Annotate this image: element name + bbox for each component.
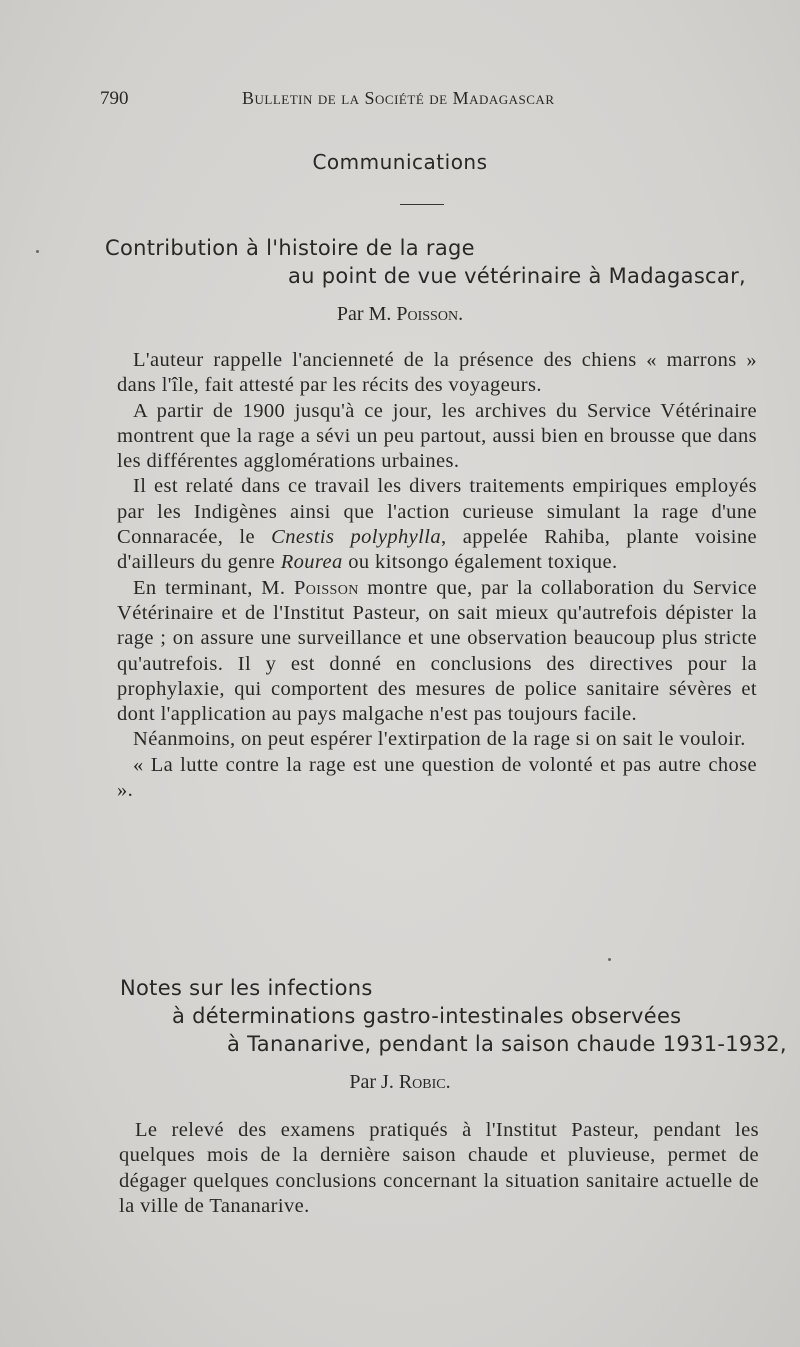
genus-name: Rourea [280, 551, 343, 574]
text-span: En terminant, M. [133, 576, 286, 599]
text-span: montre que, par la collaboration du Service Vétérinaire et de l'Institut Pasteur, on sait mieux qu'autrefois dépister la rage ; on assure une surveillance et une observation beaucoup plus stricte qu'autrefois. Il y est donné en conclusions des directives pour la prophylaxie, qui comportent des mesures de police sanitaire sévères et dont l'application au pays malgache n'est pas toujours facile. [117, 576, 757, 726]
article2-author-name: Robic. [398, 1071, 451, 1093]
article1-paragraph: L'auteur rappelle l'ancienneté de la présence des chiens « marrons » dans l'île, fait attesté par les récits des voyageurs. [117, 349, 757, 397]
article1-author-prefix: Par M. [336, 303, 392, 325]
article2-paragraph: Le relevé des examens pratiqués à l'Institut Pasteur, pendant les quelques mois de la dernière saison chaude et pluvieuse, permet de dégager quelques conclusions concernant la situation sanitaire actuelle de la ville de Tananarive. [119, 1119, 759, 1217]
running-title: Bulletin de la Société de Madagascar [242, 88, 555, 108]
article1-title-line2: au point de vue vétérinaire à Madagascar, [288, 264, 746, 288]
article1-quote: « La lutte contre la rage est une question de volonté et pas autre chose ». [117, 753, 757, 802]
article2-body [119, 1118, 759, 1219]
text-span: , appelée Rahiba, plante voisine d'ailleurs du genre [117, 526, 758, 574]
article1-paragraph [117, 474, 757, 575]
article1-paragraph: Néanmoins, on peut espérer l'extirpation de la rage si on sait le vouloir. [133, 728, 746, 751]
article2-title-line2: à déterminations gastro-intestinales observées [172, 1004, 682, 1028]
paper-speck [608, 958, 611, 961]
page-number: 790 [100, 88, 129, 109]
article2-title-line3: à Tananarive, pendant la saison chaude 1931-1932, [227, 1032, 787, 1056]
author-mention: Poisson [293, 576, 359, 599]
article1-author-name: Poisson. [396, 303, 464, 325]
article1-paragraph: A partir de 1900 jusqu'à ce jour, les archives du Service Vétérinaire montrent que la rage a sévi un peu partout, aussi bien en brousse que dans les différentes agglomérations urbaines. [117, 399, 757, 473]
species-name: Cnestis polyphylla [271, 526, 442, 549]
article1-paragraph [117, 576, 757, 728]
article2-author-prefix: Par J. [349, 1071, 394, 1093]
section-divider [400, 204, 444, 205]
article1-body [117, 348, 757, 803]
text-span: Il est relaté dans ce travail les divers traitements empiriques employés par les Indigènes ainsi que l'action curieuse simulant la rage d'une Connaracée, le [117, 475, 757, 549]
article2-author [0, 1071, 800, 1094]
article1-title-line1: Contribution à l'histoire de la rage [105, 236, 475, 260]
section-title: Communications [312, 150, 488, 174]
article2-title-line1: Notes sur les infections [120, 976, 373, 1000]
article1-author [0, 303, 800, 326]
text-span: ou kitsongo également toxique. [348, 551, 618, 574]
paper-speck [36, 250, 39, 253]
